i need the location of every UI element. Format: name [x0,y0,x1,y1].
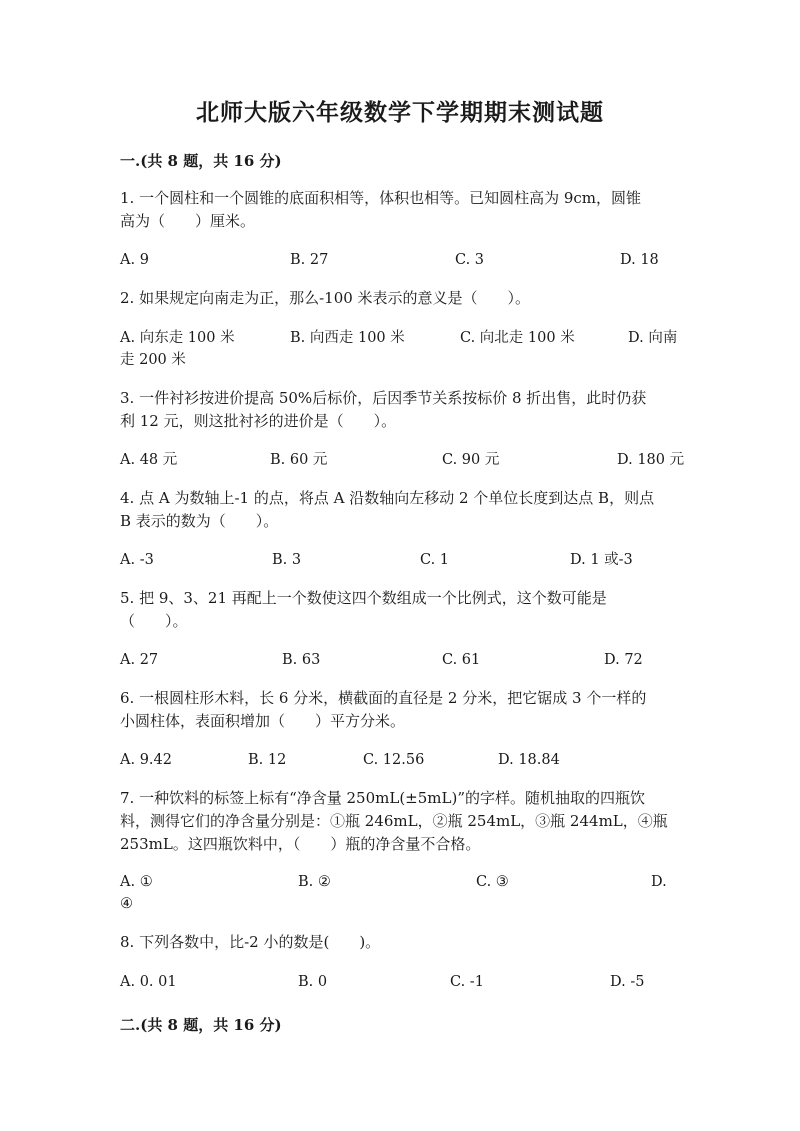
question-text: B 表示的数为（ ）。 [120,512,279,530]
question-text: 8. 下列各数中，比-2 小的数是( )。 [120,933,381,951]
option-c[interactable]: C. 12.56 [363,752,425,768]
option-b[interactable]: B. 3 [272,552,302,568]
section-heading-2: 二.(共 8 题，共 16 分) [120,1016,282,1034]
option-b[interactable]: B. 27 [290,252,329,268]
option-d[interactable]: D. 72 [604,652,643,668]
option-c[interactable]: C. ③ [476,874,509,890]
question-text: 6. 一根圆柱形木料，长 6 分米，横截面的直径是 2 分米，把它锯成 3 个一样的 [120,689,647,707]
option-d[interactable]: D. 180 元 [617,452,685,468]
question-7 [120,787,680,856]
options-7 [120,871,680,917]
option-d[interactable]: D. 18 [620,252,659,268]
option-a[interactable]: A. 27 [120,652,159,668]
question-1 [120,187,680,233]
option-a[interactable]: A. 9.42 [120,752,172,768]
question-text: 4. 点 A 为数轴上-1 的点，将点 A 沿数轴向左移动 2 个单位长度到达点 B，则点 [120,489,655,507]
option-d-continued: ④ [120,896,133,912]
option-d-continued: 走 200 米 [120,352,186,368]
option-c[interactable]: C. 90 元 [442,452,500,468]
option-c[interactable]: C. 61 [442,652,481,668]
option-d[interactable]: D. 向南 [628,330,678,346]
option-b[interactable]: B. 向西走 100 米 [290,330,405,346]
question-text: 利 12 元，则这批衬衫的进价是（ ）。 [120,412,397,430]
option-a[interactable]: A. 48 元 [120,452,178,468]
question-text: 7. 一种饮料的标签上标有“净含量 250mL(±5mL)”的字样。随机抽取的四瓶饮 [120,789,646,807]
option-a[interactable]: A. ① [120,874,153,890]
question-text: 小圆柱体，表面积增加（ ）平方分米。 [120,712,406,730]
question-4 [120,487,680,533]
question-2 [120,287,680,310]
question-8 [120,931,680,954]
option-c[interactable]: C. 3 [455,252,485,268]
option-a[interactable]: A. 0. 01 [120,974,177,990]
question-text: 3. 一件衬衫按进价提高 50%后标价，后因季节关系按标价 8 折出售，此时仍获 [120,389,647,407]
option-b[interactable]: B. ② [298,874,331,890]
option-d[interactable]: D. -5 [610,974,645,990]
option-a[interactable]: A. 向东走 100 米 [120,330,235,346]
option-b[interactable]: B. 0 [298,974,328,990]
question-text: 2. 如果规定向南走为正，那么-100 米表示的意义是（ ）。 [120,289,531,307]
option-a[interactable]: A. -3 [120,552,154,568]
question-text: 5. 把 9、3、21 再配上一个数使这四个数组成一个比例式，这个数可能是 [120,589,607,607]
question-text: 高为（ ）厘米。 [120,212,256,230]
option-d[interactable]: D. [651,874,667,890]
question-text: 1. 一个圆柱和一个圆锥的底面积相等，体积也相等。已知圆柱高为 9cm，圆锥 [120,189,642,207]
options-8 [120,971,680,1017]
option-d[interactable]: D. 18.84 [498,752,560,768]
option-b[interactable]: B. 60 元 [270,452,328,468]
option-c[interactable]: C. 向北走 100 米 [460,330,575,346]
question-5 [120,587,680,633]
option-a[interactable]: A. 9 [120,252,149,268]
option-c[interactable]: C. 1 [420,552,450,568]
question-text: （ ）。 [120,612,188,630]
question-text: 253mL。这四瓶饮料中，（ ）瓶的净含量不合格。 [120,835,481,853]
section-heading-1: 一.(共 8 题，共 16 分) [120,152,282,170]
option-c[interactable]: C. -1 [450,974,484,990]
option-b[interactable]: B. 63 [282,652,321,668]
question-6 [120,687,680,733]
options-2 [120,327,680,373]
option-d[interactable]: D. 1 或-3 [570,552,633,568]
option-b[interactable]: B. 12 [248,752,287,768]
question-text: 料，测得它们的净含量分别是：①瓶 246mL，②瓶 254mL，③瓶 244mL，④瓶 [120,812,668,830]
page-title: 北师大版六年级数学下学期期末测试题 [196,99,604,126]
question-3 [120,387,680,433]
